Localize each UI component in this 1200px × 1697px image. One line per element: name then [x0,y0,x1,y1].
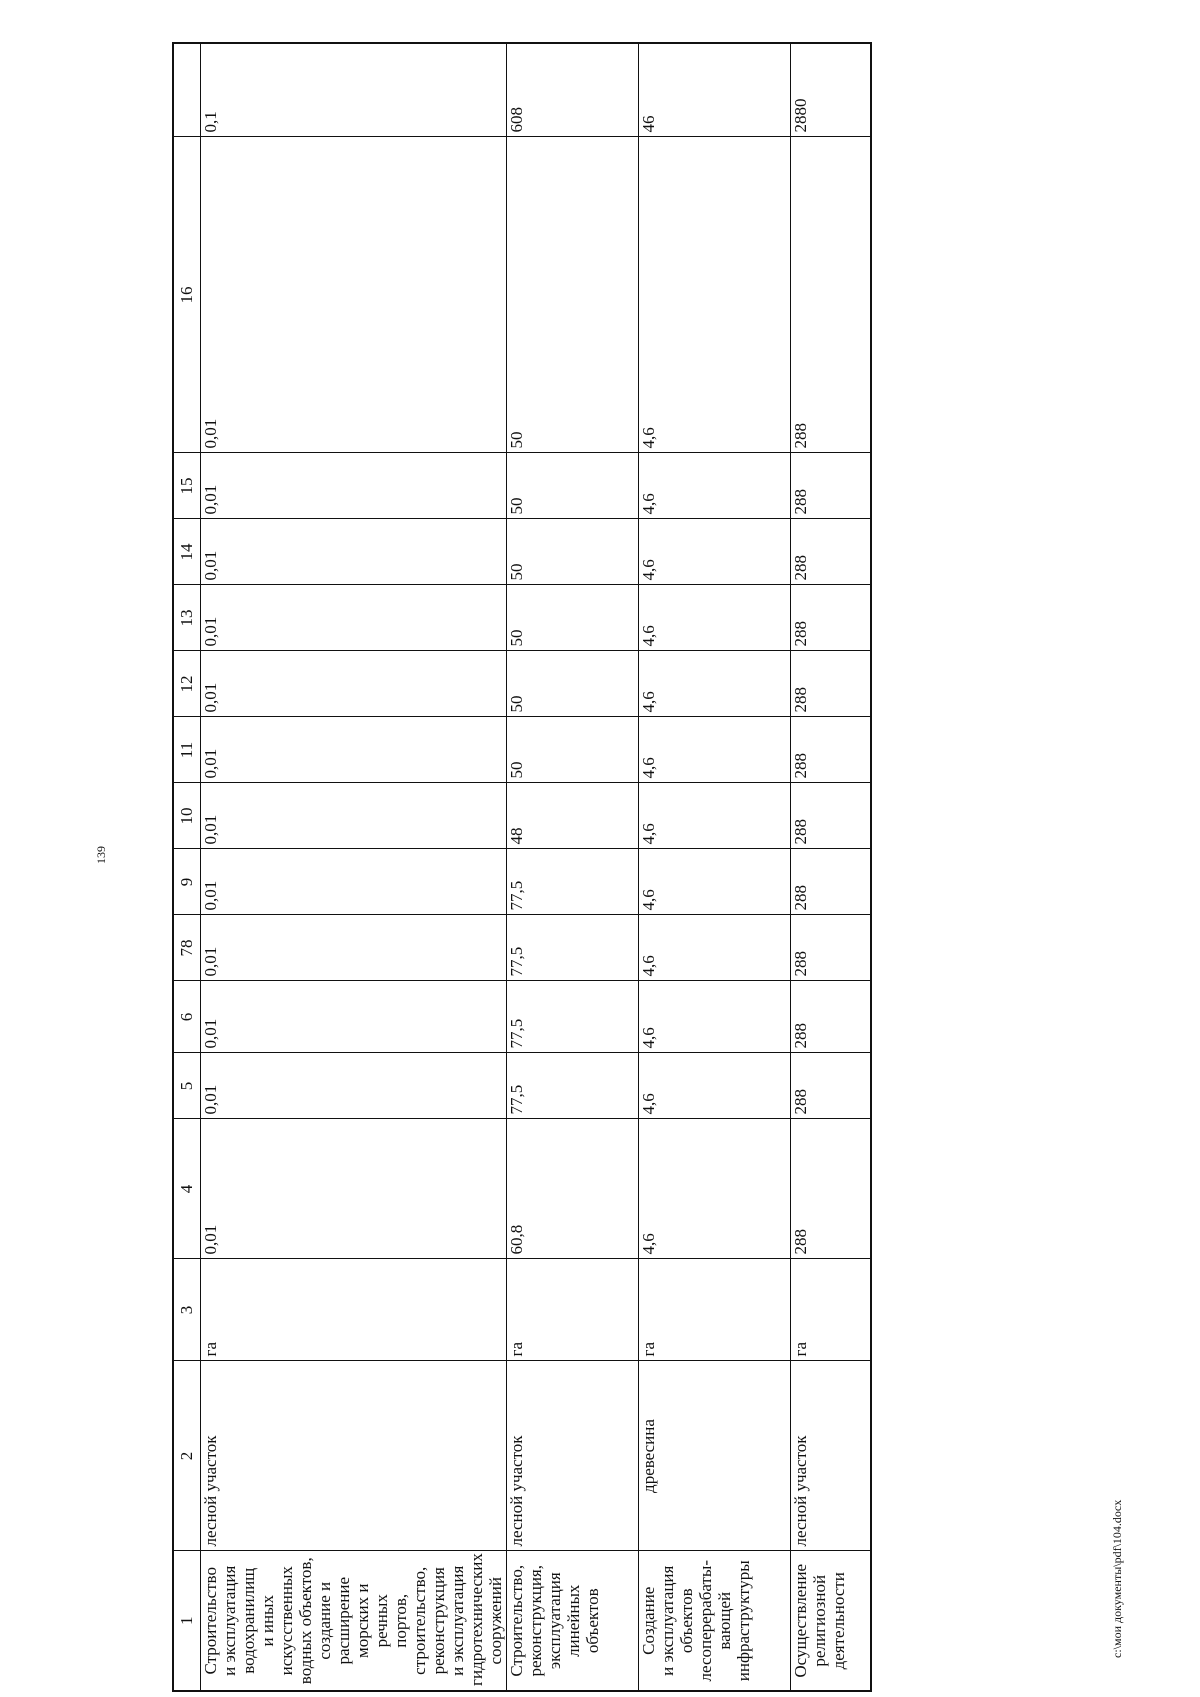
value-cell: 4,6 [638,915,790,981]
value-cell: 50 [506,585,638,651]
header-cell: 1 [173,1551,201,1691]
value-cell: 50 [506,137,638,453]
header-cell: 12 [173,651,201,717]
value-cell: 77,5 [506,915,638,981]
value-cell: 0,01 [201,453,507,519]
value-cell: 4,6 [638,651,790,717]
activity-cell: Создание и эксплуатация объектов лесоперерабаты- вающей инфраструктуры [638,1551,790,1691]
value-cell: 608 [506,43,638,137]
header-cell: 11 [173,717,201,783]
unit-cell: га [506,1259,638,1361]
value-cell: 77,5 [506,1053,638,1119]
value-cell: 0,01 [201,849,507,915]
value-cell: 60,8 [506,1119,638,1259]
data-table [172,42,872,1692]
value-cell: 0,01 [201,915,507,981]
value-cell: 0,01 [201,717,507,783]
object-cell: лесной участок [790,1361,871,1551]
header-cell: 78 [173,915,201,981]
value-cell: 288 [790,519,871,585]
header-cell: 16 [173,137,201,453]
value-cell: 50 [506,453,638,519]
value-cell: 46 [638,43,790,137]
value-cell: 0,1 [201,43,507,137]
page-number: 139 [94,846,108,864]
value-cell: 77,5 [506,849,638,915]
activity-cell: Строительство и эксплуатация водохранилищ и иных искусственных водных объектов, создание и расширение морских и речных портов, строительство, реконструкция и эксплуатация гидротехнических сооружений [201,1551,507,1691]
value-cell: 4,6 [638,981,790,1053]
value-cell: 4,6 [638,783,790,849]
header-row [173,43,201,1691]
value-cell: 4,6 [638,137,790,453]
header-cell: 10 [173,783,201,849]
table-row [506,43,638,1691]
header-cell: 6 [173,981,201,1053]
unit-cell: га [638,1259,790,1361]
value-cell: 288 [790,453,871,519]
table-row [201,43,507,1691]
value-cell: 288 [790,137,871,453]
value-cell: 4,6 [638,849,790,915]
value-cell: 288 [790,783,871,849]
header-cell: 3 [173,1259,201,1361]
value-cell: 2880 [790,43,871,137]
header-cell: 2 [173,1361,201,1551]
table-row [638,43,790,1691]
value-cell: 77,5 [506,981,638,1053]
header-cell: 14 [173,519,201,585]
activity-cell: Осуществление религиозной деятельности [790,1551,871,1691]
value-cell: 0,01 [201,651,507,717]
value-cell: 288 [790,717,871,783]
value-cell: 288 [790,1053,871,1119]
value-cell: 288 [790,651,871,717]
value-cell: 4,6 [638,717,790,783]
value-cell: 48 [506,783,638,849]
value-cell: 288 [790,585,871,651]
value-cell: 288 [790,981,871,1053]
unit-cell: га [790,1259,871,1361]
object-cell: древесина [638,1361,790,1551]
header-cell: 9 [173,849,201,915]
activity-cell: Строительство, реконструкция, эксплуатация линейных объектов [506,1551,638,1691]
value-cell: 0,01 [201,585,507,651]
value-cell: 288 [790,1119,871,1259]
header-cell: 15 [173,453,201,519]
value-cell: 4,6 [638,1119,790,1259]
value-cell: 50 [506,651,638,717]
value-cell: 50 [506,519,638,585]
file-path-footer: c:\мои документы\pdf\104.docx [1110,1499,1124,1658]
object-cell: лесной участок [201,1361,507,1551]
value-cell: 0,01 [201,1053,507,1119]
value-cell: 4,6 [638,1053,790,1119]
header-cell: 5 [173,1053,201,1119]
value-cell: 0,01 [201,1119,507,1259]
value-cell: 4,6 [638,519,790,585]
value-cell: 50 [506,717,638,783]
unit-cell: га [201,1259,507,1361]
table-row [790,43,871,1691]
rotated-table-wrapper [172,42,872,1692]
value-cell: 0,01 [201,137,507,453]
value-cell: 4,6 [638,453,790,519]
header-cell: 13 [173,585,201,651]
value-cell: 0,01 [201,981,507,1053]
value-cell: 288 [790,915,871,981]
header-cell: 4 [173,1119,201,1259]
value-cell: 0,01 [201,783,507,849]
value-cell: 0,01 [201,519,507,585]
value-cell: 4,6 [638,585,790,651]
object-cell: лесной участок [506,1361,638,1551]
value-cell: 288 [790,849,871,915]
